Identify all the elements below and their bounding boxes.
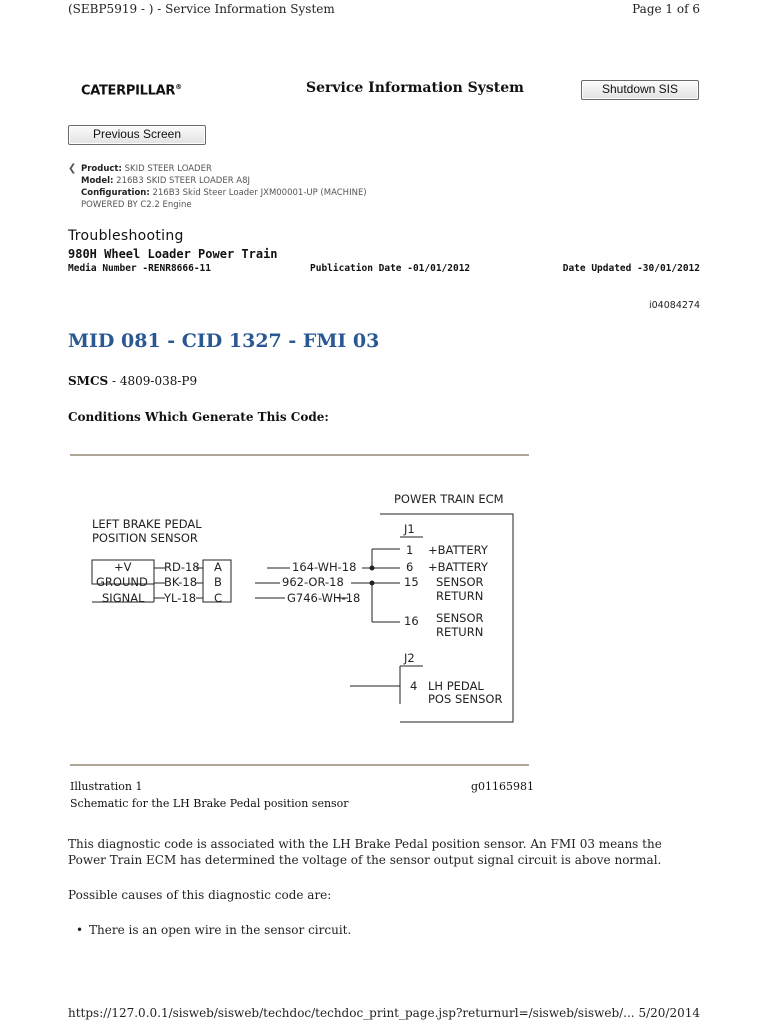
print-header-page: Page 1 of 6 <box>632 2 700 16</box>
conditions-heading: Conditions Which Generate This Code: <box>68 410 329 424</box>
model-key: Model: <box>81 176 114 186</box>
ecm-title: POWER TRAIN ECM <box>394 492 504 506</box>
date-updated: Date Updated -30/01/2012 <box>562 263 700 274</box>
paragraph-causes-intro: Possible causes of this diagnostic code are: <box>68 888 332 902</box>
powered-by: POWERED BY C2.2 Engine <box>81 200 192 210</box>
shutdown-sis-button[interactable]: Shutdown SIS <box>581 80 699 100</box>
sis-title: Service Information System <box>306 80 524 96</box>
splice-dot-battery <box>370 566 375 571</box>
j2-label: J2 <box>404 651 415 665</box>
splice-dot-return <box>370 581 375 586</box>
config-row <box>81 187 367 199</box>
ecm-pin-1-label: +BATTERY <box>428 543 488 557</box>
sensor-pin-v: +V <box>114 560 132 574</box>
illustration-bottom-rule <box>70 764 529 766</box>
j1-label: J1 <box>404 522 415 536</box>
config-value: 216B3 Skid Steer Loader JXM00001-UP (MACHINE) <box>152 188 367 198</box>
sensor-pin-ground: GROUND <box>96 575 148 589</box>
ecm-pin-4-label-2: POS SENSOR <box>428 692 503 706</box>
media-number: Media Number -RENR8666-11 <box>68 263 211 274</box>
wire-label-b: BK-18 <box>164 575 198 589</box>
sensor-pin-signal: SIGNAL <box>102 591 145 605</box>
connector-pin-b: B <box>214 575 222 589</box>
harness-label-c: G746-WH-18 <box>287 591 361 605</box>
smcs-value: - 4809-038-P9 <box>108 374 198 388</box>
print-header <box>68 2 700 20</box>
page-title: MID 081 - CID 1327 - FMI 03 <box>68 330 380 352</box>
model-value: 216B3 SKID STEER LOADER A8J <box>116 176 251 186</box>
publication-date: Publication Date -01/01/2012 <box>310 263 471 274</box>
ecm-pin-4-label-1: LH PEDAL <box>428 679 484 693</box>
sensor-title-line-2: POSITION SENSOR <box>92 531 198 545</box>
model-row <box>81 175 367 187</box>
paragraph-description: This diagnostic code is associated with the LH Brake Pedal position sensor. An FMI 03 means the Power Train ECM has determined the voltage of the sensor output signal circuit is above normal. <box>68 837 662 867</box>
document-meta <box>68 263 700 277</box>
harness-label-b: 962-OR-18 <box>282 575 344 589</box>
list-item: • There is an open wire in the sensor circuit. <box>89 923 351 937</box>
illustration-top-rule <box>70 454 529 456</box>
document-id: i04084274 <box>649 300 700 311</box>
ecm-pin-16-label-1: SENSOR <box>436 611 484 625</box>
print-footer-url: https://127.0.0.1/sisweb/sisweb/techdoc/techdoc_print_page.jsp?returnurl=/sisweb/sisweb/... <box>68 1006 635 1020</box>
ecm-pin-6-label: +BATTERY <box>428 560 488 574</box>
print-footer-date: 5/20/2014 <box>638 1006 700 1020</box>
wire-label-c: YL-18 <box>164 591 197 605</box>
ecm-pin-15-label-2: RETURN <box>436 589 484 603</box>
smcs-label: SMCS <box>68 374 109 388</box>
wire-label-a: RD-18 <box>164 560 200 574</box>
document-subtitle: 980H Wheel Loader Power Train <box>68 247 278 261</box>
harness-label-a: 164-WH-18 <box>292 560 357 574</box>
config-key: Configuration: <box>81 188 150 198</box>
illustration-caption: Schematic for the LH Brake Pedal position sensor <box>70 797 349 810</box>
illustration-label: Illustration 1 <box>70 780 143 793</box>
product-key: Product: <box>81 164 122 174</box>
ecm-pin-15-label-1: SENSOR <box>436 575 484 589</box>
ecm-pin-16: 16 <box>404 614 419 628</box>
illustration-id: g01165981 <box>471 780 535 793</box>
previous-screen-button[interactable]: Previous Screen <box>68 125 206 145</box>
product-info <box>68 163 367 211</box>
ecm-pin-4: 4 <box>410 679 418 693</box>
product-value: SKID STEER LOADER <box>124 164 212 174</box>
caterpillar-logo <box>81 83 182 98</box>
smcs-code <box>68 374 197 388</box>
product-row <box>81 163 367 175</box>
print-footer <box>68 1006 700 1022</box>
ecm-pin-16-label-2: RETURN <box>436 625 484 639</box>
collapse-chevron-icon[interactable]: ❮ <box>68 163 77 174</box>
ecm-pin-1: 1 <box>406 543 414 557</box>
wiring-schematic <box>70 470 530 760</box>
logo-text: CATERPILLAR <box>81 83 176 99</box>
section-title: Troubleshooting <box>68 228 184 244</box>
print-header-title: (SEBP5919 - ) - Service Information System <box>68 2 335 16</box>
sensor-title-line-1: LEFT BRAKE PEDAL <box>92 517 202 531</box>
logo-mark: ® <box>175 83 182 91</box>
connector-pin-c: C <box>214 591 223 605</box>
connector-pin-a: A <box>214 560 222 574</box>
ecm-pin-15: 15 <box>404 575 419 589</box>
ecm-pin-6: 6 <box>406 560 414 574</box>
